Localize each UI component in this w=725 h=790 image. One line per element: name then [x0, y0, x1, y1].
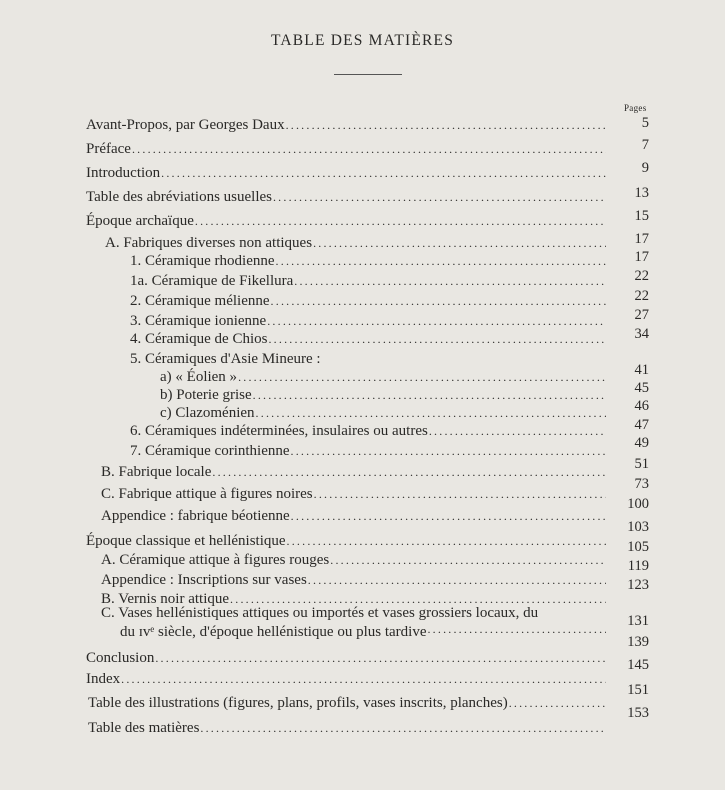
toc-entry-page: 9	[641, 160, 649, 176]
toc-entry-figures-noires	[101, 483, 609, 503]
pages-column-label: Pages	[624, 103, 647, 113]
toc-entry-label: Table des matières	[88, 720, 200, 736]
toc-entry-fabrique-locale	[101, 461, 609, 481]
toc-entry-conclusion	[86, 647, 609, 667]
toc-entry-page: 17	[634, 231, 649, 247]
toc-entry-beotienne	[101, 505, 609, 525]
toc-entry-label: A. Céramique attique à figures rouges	[101, 552, 330, 568]
toc-entry-page: 119	[627, 558, 649, 574]
toc-entry-melienne	[130, 290, 609, 310]
toc-entry-page: 17	[634, 249, 649, 265]
toc-entry-page: 51	[634, 456, 649, 472]
toc-entry-page: 73	[634, 476, 649, 492]
toc-entry-page: 100	[627, 496, 649, 512]
toc-entry-index	[86, 668, 609, 688]
toc-entry-rhodienne	[130, 250, 609, 270]
toc-entry-page: 47	[634, 417, 649, 433]
toc-entry-page: 15	[634, 208, 649, 224]
toc-entry-page: 27	[634, 307, 649, 323]
toc-entry-page: 22	[634, 288, 649, 304]
toc-entry-page: 13	[634, 185, 649, 201]
toc-entry-introduction	[86, 162, 609, 182]
toc-entry-corinthienne	[130, 440, 609, 460]
toc-entry-epoque-classique	[86, 530, 609, 550]
toc-entry-illustrations	[88, 692, 609, 712]
toc-entry-label: Appendice : Inscriptions sur vases	[101, 572, 307, 588]
page-title: TABLE DES MATIÈRES	[270, 32, 455, 49]
toc-entry-inscriptions	[101, 569, 609, 589]
toc-entry-label: 5. Céramiques d'Asie Mineure :	[130, 351, 321, 367]
toc-entry-label: B. Vernis noir attique	[101, 591, 230, 607]
toc-entry-label: 6. Céramiques indéterminées, insulaires ou autres	[130, 423, 428, 439]
toc-entry-page: 145	[627, 657, 649, 673]
toc-entry-page: 131	[627, 613, 649, 629]
toc-entry-label: Avant-Propos, par Georges Daux	[86, 117, 285, 133]
toc-entry-page: 5	[641, 115, 649, 131]
toc-entry-page: 105	[627, 539, 649, 555]
toc-entry-label: Conclusion	[86, 650, 155, 666]
toc-entry-label: C. Fabrique attique à figures noires	[101, 486, 313, 502]
toc-entry-label: Table des illustrations (figures, plans, profils, vases inscrits, planches)	[88, 695, 508, 711]
toc-entry-label: Préface	[86, 141, 131, 157]
toc-entry-label: Époque archaïque	[86, 213, 194, 229]
toc-entry-label: 1a. Céramique de Fikellura	[130, 273, 294, 289]
toc-entry-page: 103	[627, 519, 649, 535]
toc-entry-label: Appendice : fabrique béotienne	[101, 508, 290, 524]
toc-entry-page: 45	[634, 380, 649, 396]
toc-entry-label: Index	[86, 671, 121, 687]
toc-entry-page: 46	[634, 398, 649, 414]
toc-entry-label: 4. Céramique de Chios	[130, 331, 268, 347]
toc-entry-asie-mineure	[130, 348, 609, 368]
toc-entry-avant-propos	[86, 114, 609, 134]
toc-entry-page: 153	[627, 705, 649, 721]
toc-entry-epoque-archaique	[86, 210, 609, 230]
toc-entry-label: Table des abréviations usuelles	[86, 189, 272, 205]
toc-entry-label: 7. Céramique corinthienne	[130, 443, 290, 459]
toc-entry-poterie-grise	[160, 384, 609, 404]
toc-entry-abreviations	[86, 186, 609, 206]
toc-entry-preface	[86, 138, 609, 158]
toc-entry-page: 151	[627, 682, 649, 698]
toc-entry-page: 22	[634, 268, 649, 284]
toc-entry-page: 123	[627, 577, 649, 593]
toc-entry-label: 2. Céramique mélienne	[130, 293, 270, 309]
toc-entry-indeterminees	[130, 420, 609, 440]
toc-entry-label: B. Fabrique locale	[101, 464, 212, 480]
toc-entry-clazomenien	[160, 402, 609, 422]
toc-entry-label-continued: du ɪᴠᵉ siècle, d'époque hellénistique ou plus tardive	[120, 624, 427, 640]
toc-entry-label: a) « Éolien »	[160, 369, 238, 385]
title-divider	[334, 74, 402, 75]
toc-entry-label: 1. Céramique rhodienne	[130, 253, 275, 269]
toc-entry-label: C. Vases hellénistiques attiques ou importés et vases grossiers locaux, du	[101, 605, 539, 621]
toc-entry-page: 41	[634, 362, 649, 378]
toc-entry-figures-rouges	[101, 549, 609, 569]
toc-entry-eolien	[160, 366, 609, 386]
toc-entry-page: 49	[634, 435, 649, 451]
toc-entry-page: 34	[634, 326, 649, 342]
toc-entry-label: A. Fabriques diverses non attiques	[105, 235, 313, 251]
toc-entry-vases-hellenistiques	[101, 604, 609, 642]
toc-entry-fikellura	[130, 270, 609, 290]
toc-entry-table-des-matieres	[88, 717, 609, 737]
toc-entry-chios	[130, 328, 609, 348]
toc-entry-page: 139	[627, 634, 649, 650]
toc-entry-page: 7	[641, 137, 649, 153]
toc-entry-label: 3. Céramique ionienne	[130, 313, 267, 329]
toc-entry-label: c) Clazoménien	[160, 405, 255, 421]
toc-entry-label: b) Poterie grise	[160, 387, 252, 403]
toc-entry-ionienne	[130, 310, 609, 330]
toc-entry-fabriques-diverses	[105, 232, 609, 252]
toc-entry-label: Époque classique et hellénistique	[86, 533, 286, 549]
toc-entry-label: Introduction	[86, 165, 161, 181]
